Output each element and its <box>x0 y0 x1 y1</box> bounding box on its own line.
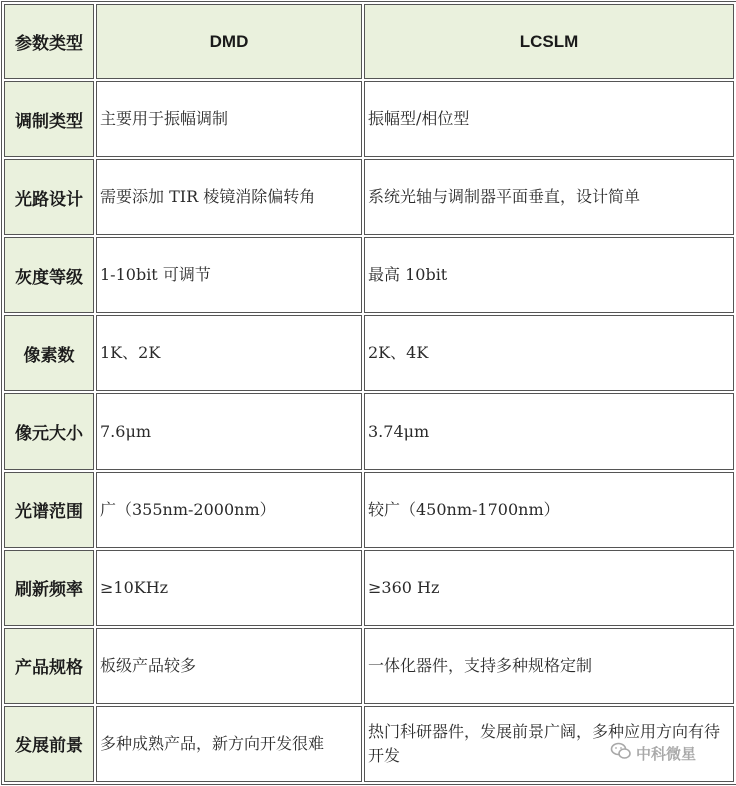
table-row <box>4 393 734 469</box>
dmd-value: 广（355nm-2000nm） <box>96 472 362 548</box>
lcslm-value: 3.74μm <box>364 393 734 469</box>
table-row <box>4 706 734 782</box>
lcslm-value: 较广（450nm-1700nm） <box>364 472 734 548</box>
dmd-value: 板级产品较多 <box>96 628 362 704</box>
dmd-value: 需要添加 TIR 棱镜消除偏转角 <box>96 159 362 235</box>
table-row <box>4 81 734 157</box>
row-label: 产品规格 <box>4 628 94 704</box>
dmd-value: ≥10KHz <box>96 550 362 626</box>
lcslm-value: 系统光轴与调制器平面垂直，设计简单 <box>364 159 734 235</box>
lcslm-value: 2K、4K <box>364 315 734 391</box>
header-lcslm-cell: LCSLM <box>364 4 734 79</box>
table-row <box>4 472 734 548</box>
dmd-value: 1K、2K <box>96 315 362 391</box>
table-row <box>4 315 734 391</box>
row-label: 光谱范围 <box>4 472 94 548</box>
lcslm-value: 热门科研器件，发展前景广阔，多种应用方向有待开发 <box>364 706 734 782</box>
row-label: 像元大小 <box>4 393 94 469</box>
lcslm-value: 最高 10bit <box>364 237 734 313</box>
header-param-cell: 参数类型 <box>4 4 94 79</box>
comparison-table <box>1 1 736 785</box>
table-row <box>4 159 734 235</box>
dmd-value: 主要用于振幅调制 <box>96 81 362 157</box>
watermark-text: 中科微星 <box>636 744 697 763</box>
row-label: 像素数 <box>4 315 94 391</box>
header-dmd-cell: DMD <box>96 4 362 79</box>
row-label: 光路设计 <box>4 159 94 235</box>
table-row <box>4 550 734 626</box>
row-label: 灰度等级 <box>4 237 94 313</box>
lcslm-value: ≥360 Hz <box>364 550 734 626</box>
dmd-value: 7.6μm <box>96 393 362 469</box>
table-row <box>4 628 734 704</box>
row-label: 刷新频率 <box>4 550 94 626</box>
table-row <box>4 237 734 313</box>
row-label: 调制类型 <box>4 81 94 157</box>
dmd-value: 多种成熟产品，新方向开发很难 <box>96 706 362 782</box>
row-label: 发展前景 <box>4 706 94 782</box>
dmd-value: 1-10bit 可调节 <box>96 237 362 313</box>
lcslm-value: 一体化器件，支持多种规格定制 <box>364 628 734 704</box>
lcslm-value: 振幅型/相位型 <box>364 81 734 157</box>
header-row <box>4 4 734 79</box>
